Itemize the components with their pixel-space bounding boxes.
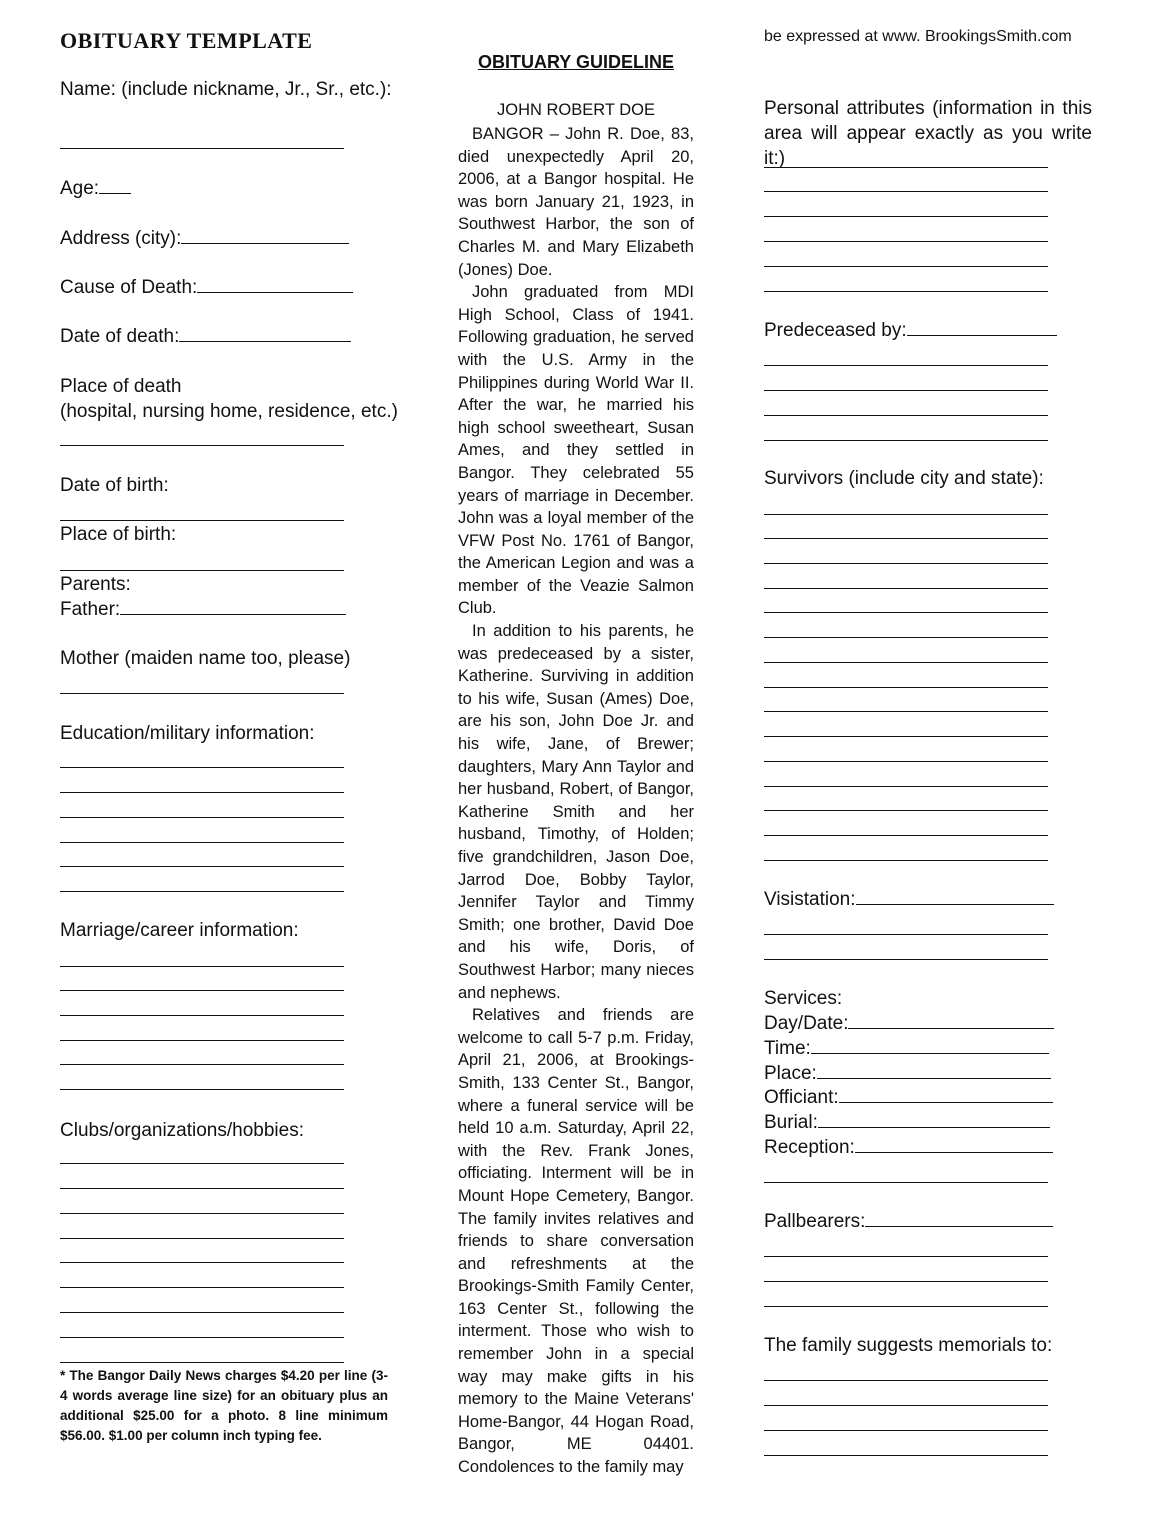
cause-field[interactable] bbox=[197, 292, 353, 293]
survivors-line[interactable] bbox=[764, 612, 1048, 613]
sample-name: JOHN ROBERT DOE bbox=[497, 101, 655, 119]
time-row bbox=[764, 1038, 1049, 1060]
clubs-line[interactable] bbox=[60, 1188, 344, 1189]
time-label: Time: bbox=[764, 1038, 811, 1059]
predeceased-line[interactable] bbox=[764, 415, 1048, 416]
template-title: OBITUARY TEMPLATE bbox=[60, 28, 313, 53]
marriage-line[interactable] bbox=[60, 990, 344, 991]
survivors-line[interactable] bbox=[764, 711, 1048, 712]
clubs-line[interactable] bbox=[60, 1262, 344, 1263]
survivors-line[interactable] bbox=[764, 514, 1048, 515]
education-line[interactable] bbox=[60, 792, 344, 793]
mother-label: Mother (maiden name too, please) bbox=[60, 648, 351, 669]
pallbearers-line[interactable] bbox=[764, 1306, 1048, 1307]
education-line[interactable] bbox=[60, 817, 344, 818]
officiant-row bbox=[764, 1087, 1053, 1109]
place-death-field[interactable] bbox=[60, 445, 344, 446]
personal-line[interactable] bbox=[764, 241, 1048, 242]
cause-row bbox=[60, 277, 353, 299]
reception-field[interactable] bbox=[855, 1152, 1053, 1153]
clubs-line[interactable] bbox=[60, 1163, 344, 1164]
personal-line[interactable] bbox=[764, 167, 1048, 168]
clubs-label: Clubs/organizations/hobbies: bbox=[60, 1120, 304, 1141]
marriage-line[interactable] bbox=[60, 1015, 344, 1016]
education-line[interactable] bbox=[60, 891, 344, 892]
date-birth-field[interactable] bbox=[60, 520, 344, 521]
father-label: Father: bbox=[60, 599, 121, 620]
memorials-line[interactable] bbox=[764, 1455, 1048, 1456]
education-line[interactable] bbox=[60, 767, 344, 768]
place-birth-field[interactable] bbox=[60, 570, 344, 571]
cause-label: Cause of Death: bbox=[60, 277, 198, 298]
father-field[interactable] bbox=[120, 614, 346, 615]
survivors-line[interactable] bbox=[764, 563, 1048, 564]
name-label: Name: (include nickname, Jr., Sr., etc.): bbox=[60, 79, 392, 100]
date-death-label: Date of death: bbox=[60, 326, 180, 347]
predeceased-line[interactable] bbox=[764, 440, 1048, 441]
visitation-field[interactable] bbox=[856, 904, 1054, 905]
pallbearers-line[interactable] bbox=[764, 1281, 1048, 1282]
name-field[interactable] bbox=[60, 148, 344, 149]
survivors-label: Survivors (include city and state): bbox=[764, 468, 1044, 489]
clubs-line[interactable] bbox=[60, 1312, 344, 1313]
guideline-title: OBITUARY GUIDELINE bbox=[477, 52, 674, 72]
visitation-line[interactable] bbox=[764, 959, 1048, 960]
predeceased-label: Predeceased by: bbox=[764, 320, 907, 341]
date-birth-label: Date of birth: bbox=[60, 475, 169, 496]
survivors-line[interactable] bbox=[764, 588, 1048, 589]
day-date-row bbox=[764, 1013, 1054, 1035]
place-birth-label: Place of birth: bbox=[60, 524, 177, 545]
pallbearers-label: Pallbearers: bbox=[764, 1211, 866, 1232]
education-label: Education/military information: bbox=[60, 723, 315, 744]
address-field[interactable] bbox=[181, 243, 349, 244]
predeceased-line[interactable] bbox=[764, 365, 1048, 366]
memorials-line[interactable] bbox=[764, 1405, 1048, 1406]
place-death-label: Place of death bbox=[60, 376, 182, 397]
personal-label: Personal attributes (information in this area will appear exactly as you write it:) bbox=[764, 98, 1092, 169]
sample-paragraph: BANGOR – John R. Doe, 83, died unexpectedly April 20, 2006, at a Bangor hospital. He was born January 21, 1923, in Southwest Harbor, the son of Charles M. and Mary Elizabeth (Jones) Doe. bbox=[458, 125, 694, 279]
date-death-field[interactable] bbox=[179, 341, 351, 342]
personal-line[interactable] bbox=[764, 266, 1048, 267]
sample-paragraph: John graduated from MDI High School, Class of 1941. Following graduation, he served with the U.S. Army in the Philippines during World War II. After the war, he married his high school sweetheart, Susan Ames, and they settled in Bangor. They celebrated 55 years of marriage in December. John was a loyal member of the VFW Post No. 1761 of Bangor, the American Legion and was a member of the Veazie Salmon Club. bbox=[458, 283, 694, 618]
place-label: Place: bbox=[764, 1063, 817, 1084]
personal-line[interactable] bbox=[764, 191, 1048, 192]
reception-line[interactable] bbox=[764, 1182, 1048, 1183]
time-field[interactable] bbox=[811, 1053, 1049, 1054]
father-row bbox=[60, 599, 346, 621]
clubs-line[interactable] bbox=[60, 1337, 344, 1338]
mother-field[interactable] bbox=[60, 693, 344, 694]
survivors-line[interactable] bbox=[764, 687, 1048, 688]
memorials-line[interactable] bbox=[764, 1380, 1048, 1381]
pallbearers-line[interactable] bbox=[764, 1256, 1048, 1257]
parents-label: Parents: bbox=[60, 574, 131, 595]
place-row bbox=[764, 1063, 1051, 1085]
predeceased-field[interactable] bbox=[907, 335, 1057, 336]
continued-text: be expressed at www. BrookingsSmith.com bbox=[764, 28, 1072, 45]
age-row bbox=[60, 178, 131, 200]
burial-label: Burial: bbox=[764, 1112, 818, 1133]
survivors-line[interactable] bbox=[764, 662, 1048, 663]
memorials-line[interactable] bbox=[764, 1430, 1048, 1431]
officiant-label: Officiant: bbox=[764, 1087, 839, 1108]
visitation-label: Visistation: bbox=[764, 889, 856, 910]
clubs-line[interactable] bbox=[60, 1287, 344, 1288]
place-death-hint: (hospital, nursing home, residence, etc.) bbox=[60, 401, 398, 422]
survivors-line[interactable] bbox=[764, 786, 1048, 787]
education-line[interactable] bbox=[60, 842, 344, 843]
day-date-label: Day/Date: bbox=[764, 1013, 849, 1034]
day-date-field[interactable] bbox=[848, 1028, 1054, 1029]
burial-field[interactable] bbox=[818, 1127, 1050, 1128]
visitation-line[interactable] bbox=[764, 934, 1048, 935]
footnote: * The Bangor Daily News charges $4.20 per line (3-4 words average line size) for an obituary plus an additional $25.00 for a photo. 8 line minimum $56.00. $1.00 per column inch typing fee. bbox=[60, 1368, 388, 1443]
services-label: Services: bbox=[764, 988, 843, 1009]
survivors-line[interactable] bbox=[764, 810, 1048, 811]
education-line[interactable] bbox=[60, 866, 344, 867]
predeceased-line[interactable] bbox=[764, 390, 1048, 391]
survivors-line[interactable] bbox=[764, 835, 1048, 836]
burial-row bbox=[764, 1112, 1050, 1134]
survivors-line[interactable] bbox=[764, 538, 1048, 539]
reception-label: Reception: bbox=[764, 1137, 855, 1158]
sample-obituary bbox=[458, 123, 694, 1479]
age-label: Age: bbox=[60, 178, 100, 199]
marriage-line[interactable] bbox=[60, 1064, 344, 1065]
address-label: Address (city): bbox=[60, 228, 182, 249]
address-row bbox=[60, 228, 349, 250]
reception-row bbox=[764, 1137, 1053, 1159]
visitation-row bbox=[764, 889, 1054, 911]
officiant-field[interactable] bbox=[839, 1102, 1053, 1103]
personal-line[interactable] bbox=[764, 291, 1048, 292]
survivors-line[interactable] bbox=[764, 637, 1048, 638]
age-field[interactable] bbox=[99, 193, 131, 194]
marriage-line[interactable] bbox=[60, 1040, 344, 1041]
survivors-line[interactable] bbox=[764, 736, 1048, 737]
sample-paragraph: In addition to his parents, he was predeceased by a sister, Katherine. Surviving in addition to his wife, Susan (Ames) Doe, are his son, John Doe Jr. and his wife, Jane, of Brewer; daughters, Mary Ann Taylor and her husband, Robert, of Bangor, Katherine Smith and her husband, Timothy, of Holden; five grandchildren, Jason Doe, Jarrod Doe, Bobby Taylor, Jennifer Taylor and Timmy Smith; one brother, David Doe and his wife, Doris, of Southwest Harbor; many nieces and nephews. bbox=[458, 622, 694, 1002]
marriage-line[interactable] bbox=[60, 966, 344, 967]
memorials-label: The family suggests memorials to: bbox=[764, 1335, 1053, 1356]
clubs-line[interactable] bbox=[60, 1213, 344, 1214]
marriage-line[interactable] bbox=[60, 1089, 344, 1090]
predeceased-row bbox=[764, 320, 1057, 342]
sample-paragraph: Relatives and friends are welcome to call 5-7 p.m. Friday, April 21, 2006, at Brookings-Smith, 133 Center St., Bangor, where a funeral service will be held 10 a.m. Saturday, April 22, with the Rev. Frank Jones, officiating. Interment will be in Mount Hope Cemetery, Bangor. The family invites relatives and friends to share conversation and refreshments at the Brookings-Smith Family Center, 163 Center St., following the interment. Those who wish to remember John in a special way may make gifts in his memory to the Maine Veterans' Home-Bangor, 44 Hogan Road, Bangor, ME 04401. Condolences to the family may bbox=[458, 1006, 694, 1477]
place-field[interactable] bbox=[817, 1078, 1051, 1079]
pallbearers-field[interactable] bbox=[865, 1226, 1053, 1227]
clubs-line[interactable] bbox=[60, 1238, 344, 1239]
survivors-line[interactable] bbox=[764, 761, 1048, 762]
marriage-label: Marriage/career information: bbox=[60, 920, 299, 941]
clubs-line[interactable] bbox=[60, 1362, 344, 1363]
date-death-row bbox=[60, 326, 351, 348]
pallbearers-row bbox=[764, 1211, 1053, 1233]
survivors-line[interactable] bbox=[764, 860, 1048, 861]
personal-line[interactable] bbox=[764, 216, 1048, 217]
